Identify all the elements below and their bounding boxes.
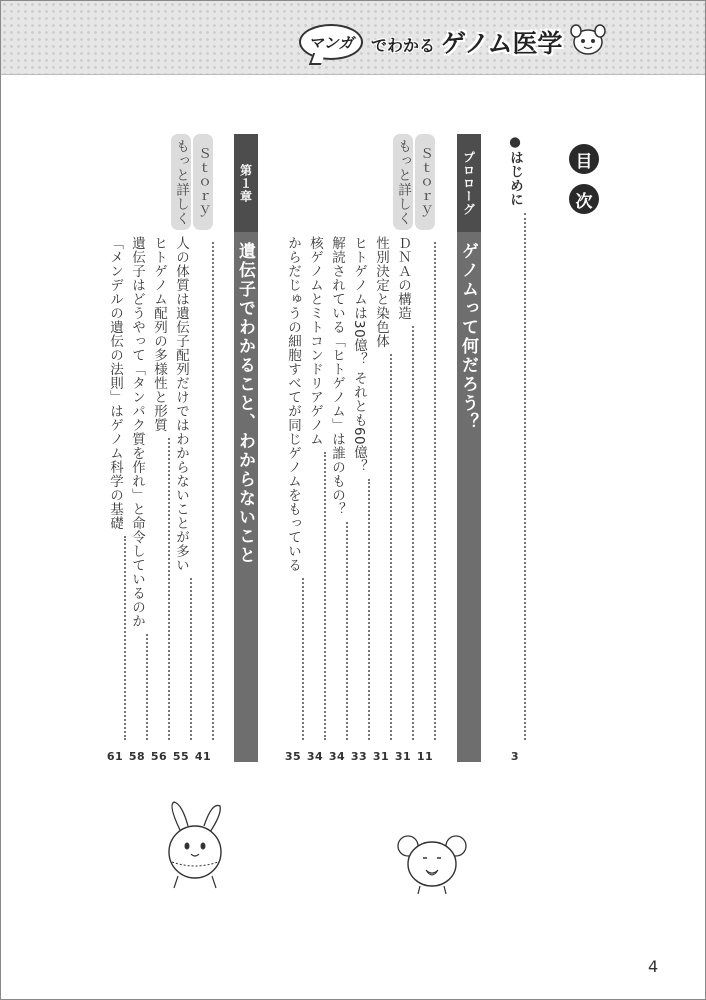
mouse-character-icon [396, 830, 468, 900]
toc-entry-chapter1-story[interactable] [192, 236, 214, 764]
toc-entry-title: ＤＮＡの構造 [395, 236, 411, 320]
toc-entry-title: 人の体質は遺伝子配列だけではわからないことが多い [173, 236, 189, 572]
chapter1-title-bar[interactable]: 遺伝子でわかること、わからないこと [234, 232, 258, 762]
toc-entry-title: 「メンデルの遺伝の法則」はゲノム科学の基礎 [107, 236, 123, 530]
rabbit-character-icon [160, 800, 230, 896]
toc-entry-page: 55 [172, 750, 190, 763]
toc-entry-page: 58 [128, 750, 146, 763]
toc-entry-page: 34 [328, 750, 346, 763]
leader-dots [168, 438, 170, 740]
toc-entry-title: 核ゲノムとミトコンドリアゲノム [307, 236, 323, 446]
leader-dots [524, 213, 526, 741]
toc-entry-title: ヒトゲノム配列の多様性と形質 [151, 236, 167, 432]
toc-entry-page: 31 [394, 750, 412, 763]
prologue-title-bar[interactable]: ゲノムって何だろう？ [457, 232, 481, 762]
toc-entry[interactable] [392, 236, 414, 764]
toc-entry[interactable] [348, 236, 370, 764]
toc-entry-page: 33 [350, 750, 368, 763]
toc-entry[interactable] [282, 236, 304, 764]
leader-dots [146, 634, 148, 740]
toc-entry-title: からだじゅうの細胞すべてが同じゲノムをもっている [285, 236, 301, 572]
leader-dots [124, 536, 126, 740]
toc-entry[interactable] [326, 236, 348, 764]
toc-entry[interactable] [104, 236, 126, 764]
page-number: 4 [648, 957, 659, 976]
book-title-logo [299, 19, 563, 65]
leader-dots [346, 522, 348, 740]
toc-entry[interactable] [126, 236, 148, 764]
title-subtitle: でわかる [371, 35, 436, 55]
mascot-head-icon [569, 23, 607, 59]
more-detail-tag: もっと詳しく [171, 134, 191, 230]
leader-dots [412, 326, 414, 740]
toc-entry-title: ●はじめに [507, 134, 523, 207]
toc-entry-page: 34 [306, 750, 324, 763]
toc-entry-prologue-story[interactable] [414, 236, 436, 764]
leader-dots [368, 479, 370, 740]
leader-dots [190, 578, 192, 740]
manga-speech-bubble: マンガ [299, 24, 363, 60]
toc-entry-page: 35 [284, 750, 302, 763]
toc-entry-page: 41 [194, 750, 212, 763]
header-band [1, 1, 705, 75]
title-main: ゲノム医学 [441, 29, 563, 58]
toc-entry-title: 遺伝子はどうやって「タンパク質を作れ」と命令しているのか [129, 236, 145, 628]
leader-dots [434, 242, 436, 740]
leader-dots [302, 578, 304, 740]
leader-dots [324, 452, 326, 740]
toc-badge-moku: 目 [569, 144, 599, 174]
leader-dots [212, 242, 214, 740]
toc-entry[interactable] [170, 236, 192, 764]
toc-entry-title: ヒトゲノムは30億？ それとも60億？ [351, 236, 367, 474]
toc-entry-page: 61 [106, 750, 124, 763]
toc-entry-title: 解読されている「ヒトゲノム」は誰のもの？ [329, 236, 345, 516]
leader-dots [390, 354, 392, 740]
story-tag: Ｓｔｏｒｙ [415, 134, 435, 230]
toc-entry[interactable] [304, 236, 326, 764]
toc-entry[interactable] [370, 236, 392, 764]
chapter1-label-bar: 第１章 [234, 134, 258, 232]
toc-entry-page: 56 [150, 750, 168, 763]
toc-entry-title: 性別決定と染色体 [373, 236, 389, 348]
story-tag: Ｓｔｏｒｙ [193, 134, 213, 230]
toc-entry[interactable] [148, 236, 170, 764]
toc-entry-page: 31 [372, 750, 390, 763]
toc-entry-intro[interactable] [504, 134, 526, 764]
toc-badge-ji: 次 [569, 184, 599, 214]
prologue-label-bar: プロローグ [457, 134, 481, 232]
toc-entry-page: 11 [416, 750, 434, 763]
more-detail-tag: もっと詳しく [393, 134, 413, 230]
toc-entry-page: 3 [510, 750, 520, 763]
